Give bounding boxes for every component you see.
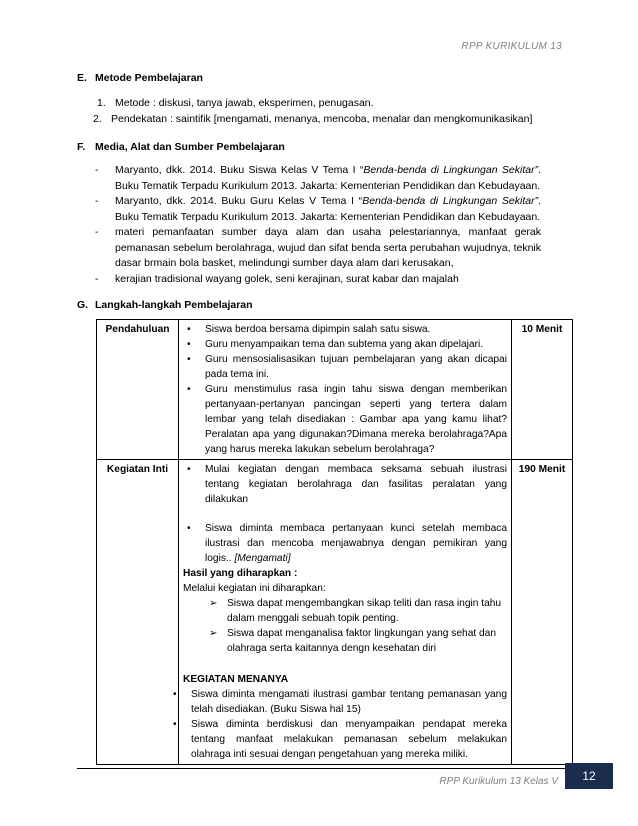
method-list <box>93 95 532 127</box>
table-row <box>97 460 573 765</box>
list-item: ➢ Siswa dapat mengembangkan sikap teliti dan rasa ingin tahu dalam menggali sebuah topik penting. <box>209 598 502 624</box>
list-item: • Siswa diminta membaca pertanyaan kunci setelah membaca ilustrasi dan mencoba menjawabnya dengan pemikiran yang logis.. [Mengamati] <box>183 521 507 566</box>
section-f-title: Media, Alat dan Sumber Pembelajaran <box>95 141 285 153</box>
activity-cell <box>179 460 512 765</box>
phase-cell: Kegiatan Inti <box>97 460 179 765</box>
method-item-number: 2. <box>93 113 102 125</box>
arrow-bullet-icon: ➢ <box>209 628 218 639</box>
activity-tag: [Mengamati] <box>234 553 291 564</box>
list-item: • Guru mensosialisasikan tujuan pembelajaran yang akan dicapai pada tema ini. <box>183 352 507 382</box>
list-item: • Mulai kegiatan dengan membaca seksama sebuah ilustrasi tentang kegiatan berolahraga dan fasilitas peralatan yang dilakukan <box>183 462 507 507</box>
section-e-title: Metode Pembelajaran <box>95 72 203 84</box>
method-item <box>93 111 532 127</box>
list-item: • Siswa diminta mengamati ilustrasi gambar tentang pemanasan yang telah disediakan. (Buku Siswa hal 15) <box>169 687 507 717</box>
section-g-letter: G. <box>77 299 89 311</box>
list-item: • Guru menyampaikan tema dan subtema yang akan dipelajari. <box>183 337 507 352</box>
activity-cell <box>179 320 512 460</box>
section-g-title: Langkah-langkah Pembelajaran <box>95 299 253 311</box>
list-item: • Siswa diminta berdiskusi dan menyampaikan pendapat mereka tentang manfaat melakukan pemanasan sebelum melakukan olahraga inti sesuai dengan pengetahuan yang mereka miliki. <box>169 717 507 762</box>
time-cell: 190 Menit <box>512 460 573 765</box>
media-list <box>93 163 541 287</box>
footer-label: RPP Kurikulum 13 Kelas V <box>439 776 558 787</box>
media-item: - Maryanto, dkk. 2014. Buku Siswa Kelas V Tema I “Benda-benda di Lingkungan Sekitar”. Buku Tematik Terpadu Kurikulum 2013. Jakarta: Kementerian Pendidikan dan Kebudayaan. <box>95 164 541 192</box>
section-g-heading <box>77 299 253 311</box>
media-item: - kerajian tradisional wayang golek, seni kerajinan, surat kabar dan majalah <box>95 272 459 285</box>
arrow-bullet-icon: ➢ <box>209 598 218 609</box>
time-cell: 10 Menit <box>512 320 573 460</box>
section-f-heading <box>77 141 285 153</box>
method-item <box>93 95 532 111</box>
list-item: • Guru menstimulus rasa ingin tahu siswa dengan memberikan pertanyaan-pertanyan pancingan seperti yang tertera dalam lembar yang telah disediakan : Gambar apa yang kamu lihat?Peralatan apa yang digunakan?Dimana mereka berolahraga?Apa yang harus mereka lakukan sebelum berolahraga? <box>183 382 507 457</box>
method-item-text: Metode : diskusi, tanya jawab, eksperimen, penugasan. <box>115 97 374 109</box>
running-header: RPP KURIKULUM 13 <box>461 41 562 52</box>
media-item: - Maryanto, dkk. 2014. Buku Guru Kelas V Tema I “Benda-benda di Lingkungan Sekitar”. Buku Tematik Terpadu Kurikulum 2013. Jakarta: Kementerian Pendidikan dan Kebudayaan. <box>95 195 541 223</box>
section-f-letter: F. <box>77 141 86 153</box>
method-item-text: Pendekatan : saintifik [mengamati, menanya, mencoba, menalar dan mengkomunikasikan] <box>111 113 533 125</box>
hasil-title: Hasil yang diharapkan : <box>183 568 298 579</box>
section-e-letter: E. <box>77 72 87 84</box>
section-e-heading <box>77 72 203 84</box>
method-item-number: 1. <box>97 97 106 109</box>
list-item: • Siswa berdoa bersama dipimpin salah satu siswa. <box>183 322 507 337</box>
learning-steps-table <box>96 319 573 765</box>
menanya-title: KEGIATAN MENANYA <box>183 674 289 685</box>
page-number: 12 <box>565 763 613 789</box>
hasil-intro: Melalui kegiatan ini diharapkan: <box>183 583 326 594</box>
footer-divider <box>77 768 565 769</box>
phase-cell: Pendahuluan <box>97 320 179 460</box>
media-item: - materi pemanfaatan sumber daya alam dan usaha pelestariannya, manfaat gerak pemanasan sebelum berolahraga, wujud dan sifat benda serta perubahan wujudnya, teknik dasar brmain bola basket, melindungi sumber daya alam dari kerusakan, <box>95 226 541 269</box>
list-item: ➢ Siswa dapat menganalisa faktor lingkungan yang sehat dan olahraga serta kaitannya dengn kesehatan diri <box>209 628 497 654</box>
table-row <box>97 320 573 460</box>
